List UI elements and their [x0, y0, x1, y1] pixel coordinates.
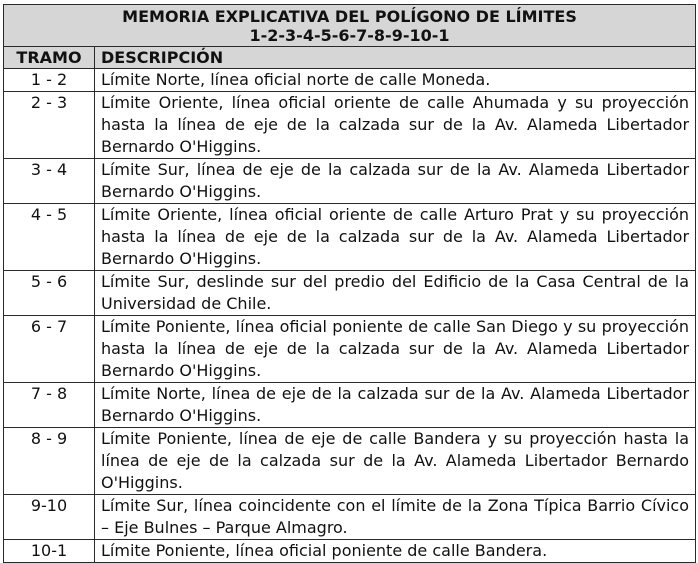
title-line-2: 1-2-3-4-5-6-7-8-9-10-1 — [249, 26, 450, 45]
tramo-cell: 1 - 2 — [4, 69, 95, 92]
table-row — [4, 159, 696, 204]
title-line-1: MEMORIA EXPLICATIVA DEL POLÍGONO DE LÍMITES — [122, 7, 577, 26]
tramo-cell: 8 - 9 — [4, 428, 95, 495]
table-row — [4, 383, 696, 428]
table-row — [4, 316, 696, 383]
descripcion-cell: Límite Poniente, línea oficial poniente de calle Bandera. — [95, 540, 696, 563]
tramo-cell: 5 - 6 — [4, 271, 95, 316]
tramo-cell: 9-10 — [4, 495, 95, 540]
descripcion-cell: Límite Poniente, línea oficial poniente de calle San Diego y su proyección hasta la línea de eje de la calzada sur de la Av. Alameda Libertador Bernardo O'Higgins. — [95, 316, 696, 383]
tramo-cell: 4 - 5 — [4, 204, 95, 271]
table-row — [4, 204, 696, 271]
descripcion-cell: Límite Sur, línea coincidente con el límite de la Zona Típica Barrio Cívico – Eje Bulnes – Parque Almagro. — [95, 495, 696, 540]
table-row — [4, 428, 696, 495]
table-title — [4, 5, 696, 47]
tramo-cell: 2 - 3 — [4, 92, 95, 159]
title-row — [4, 5, 696, 47]
descripcion-cell: Límite Oriente, línea oficial oriente de calle Arturo Prat y su proyección hasta la línea de eje de la calzada sur de la Av. Alameda Libertador Bernardo O'Higgins. — [95, 204, 696, 271]
descripcion-cell: Límite Sur, deslinde sur del predio del Edificio de la Casa Central de la Universidad de Chile. — [95, 271, 696, 316]
tramo-cell: 3 - 4 — [4, 159, 95, 204]
header-row — [4, 47, 696, 69]
tramo-cell: 7 - 8 — [4, 383, 95, 428]
tramo-cell: 10-1 — [4, 540, 95, 563]
column-header-descripcion: DESCRIPCIÓN — [95, 47, 696, 69]
column-header-tramo: TRAMO — [4, 47, 95, 69]
descripcion-cell: Límite Sur, línea de eje de la calzada sur de la Av. Alameda Libertador Bernardo O'Higgins. — [95, 159, 696, 204]
table-row — [4, 540, 696, 563]
descripcion-cell: Límite Norte, línea oficial norte de calle Moneda. — [95, 69, 696, 92]
descripcion-cell: Límite Poniente, línea de eje de calle Bandera y su proyección hasta la línea de eje de la calzada sur de la Av. Alameda Libertador Bernardo O'Higgins. — [95, 428, 696, 495]
descripcion-cell: Límite Norte, línea de eje de la calzada sur de la Av. Alameda Libertador Bernardo O'Higgins. — [95, 383, 696, 428]
table-row — [4, 69, 696, 92]
descripcion-cell: Límite Oriente, línea oficial oriente de calle Ahumada y su proyección hasta la línea de eje de la calzada sur de la Av. Alameda Libertador Bernardo O'Higgins. — [95, 92, 696, 159]
limits-table — [3, 4, 696, 563]
table-row — [4, 271, 696, 316]
table-row — [4, 92, 696, 159]
tramo-cell: 6 - 7 — [4, 316, 95, 383]
table-row — [4, 495, 696, 540]
